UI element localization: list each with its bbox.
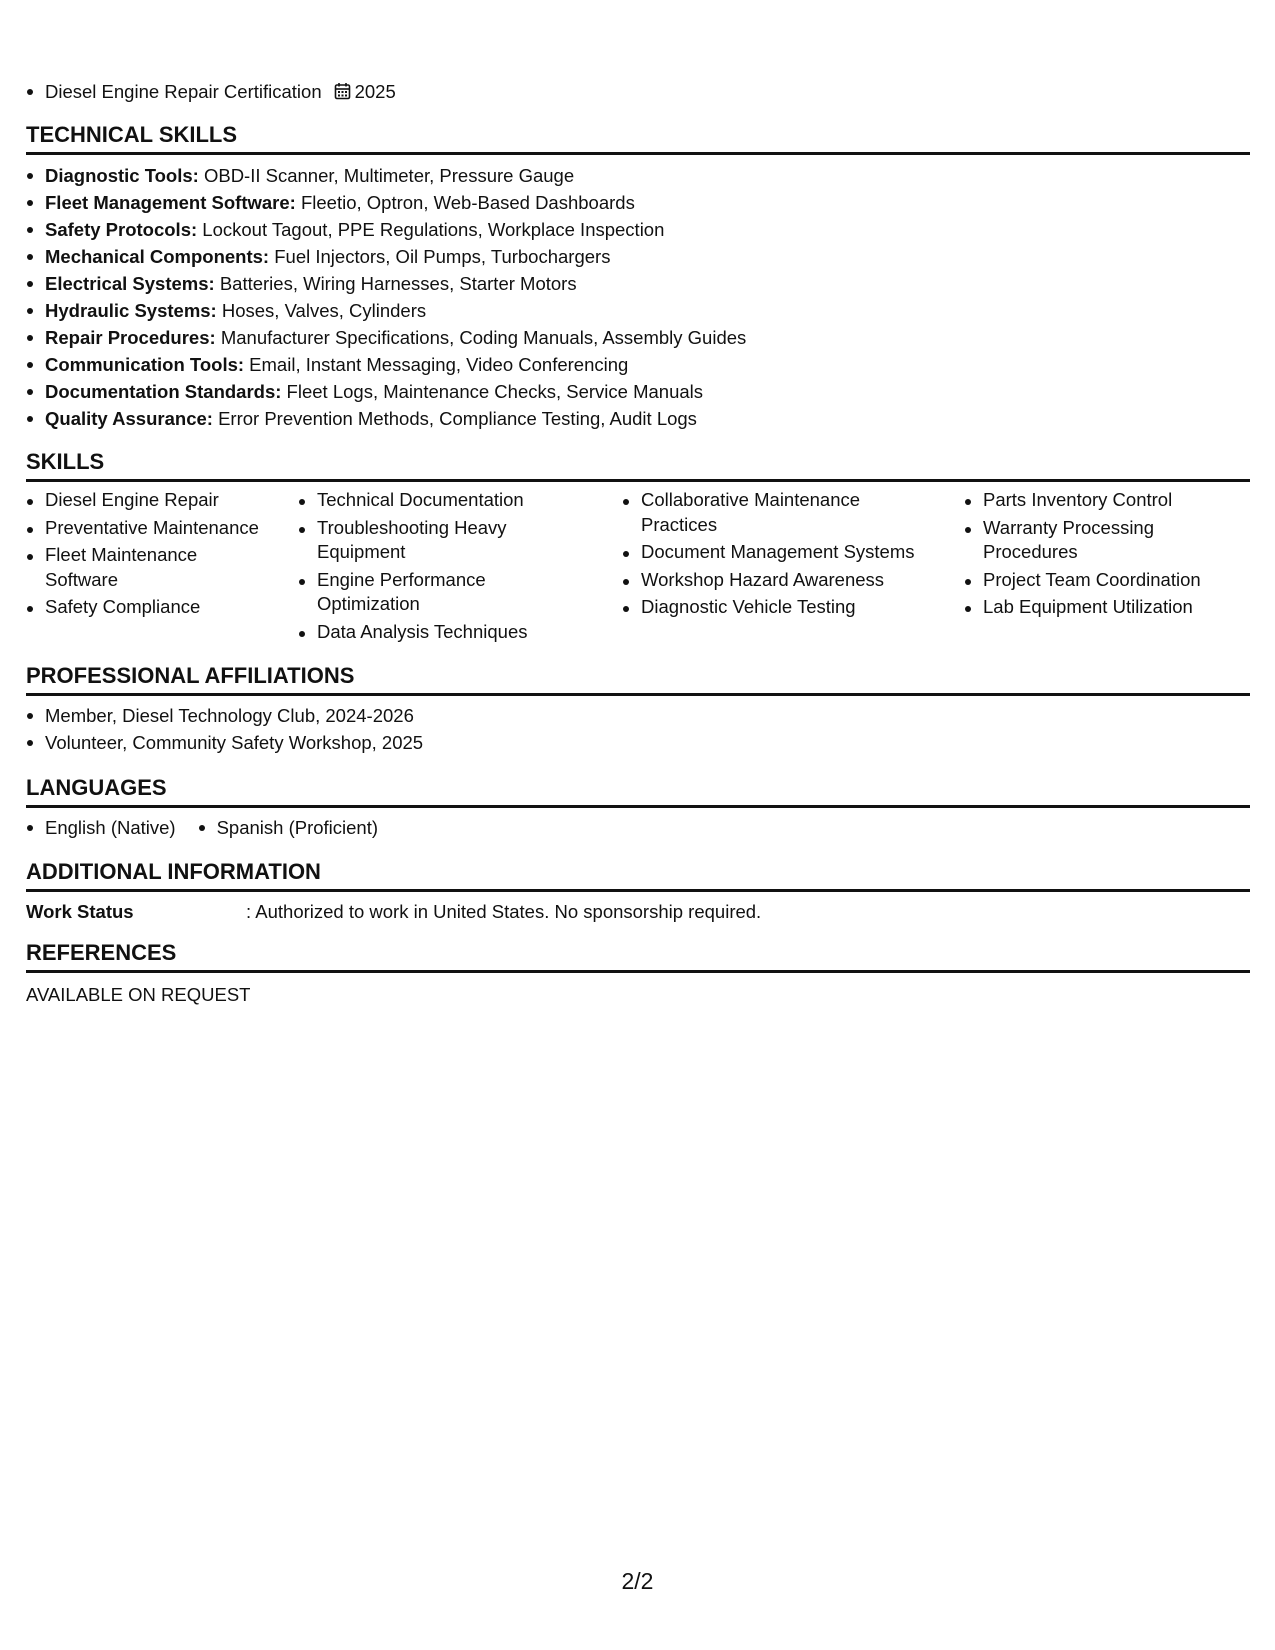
technical-skill-item xyxy=(26,378,746,405)
technical-skill-item xyxy=(26,189,746,216)
technical-skill-item xyxy=(26,216,746,243)
skills-column-3 xyxy=(622,488,922,623)
skills-columns xyxy=(26,488,1250,642)
technical-skill-value: Email, Instant Messaging, Video Conferencing xyxy=(244,354,629,375)
technical-skill-label: Documentation Standards: xyxy=(45,381,282,402)
certification-list xyxy=(26,78,396,107)
skills-column-1 xyxy=(26,488,276,623)
affiliations-list xyxy=(26,702,423,756)
technical-skill-value: Batteries, Wiring Harnesses, Starter Motors xyxy=(214,273,577,294)
skill-item: Project Team Coordination xyxy=(964,568,1250,593)
technical-skill-value: Fleetio, Optron, Web-Based Dashboards xyxy=(295,192,635,213)
technical-skill-label: Hydraulic Systems: xyxy=(45,300,217,321)
technical-skill-label: Repair Procedures: xyxy=(45,327,216,348)
skill-item: Diesel Engine Repair xyxy=(26,488,276,513)
technical-skill-item xyxy=(26,243,746,270)
references-text: AVAILABLE ON REQUEST xyxy=(26,984,251,1005)
skill-item: Warranty Processing Procedures xyxy=(964,516,1183,565)
skill-item: Troubleshooting Heavy Equipment xyxy=(298,516,527,565)
work-status-label: Work Status xyxy=(26,901,134,922)
skill-item: Technical Documentation xyxy=(298,488,583,513)
references-heading: REFERENCES xyxy=(26,939,1250,973)
technical-skill-item xyxy=(26,297,746,324)
technical-skill-item xyxy=(26,405,746,432)
skill-item: Safety Compliance xyxy=(26,595,276,620)
affiliation-item: Member, Diesel Technology Club, 2024-2026 xyxy=(26,702,423,729)
skill-item: Parts Inventory Control xyxy=(964,488,1250,513)
skill-item: Collaborative Maintenance Practices xyxy=(622,488,896,537)
technical-skills-list xyxy=(26,162,746,432)
technical-skill-label: Safety Protocols: xyxy=(45,219,198,240)
skills-heading: SKILLS xyxy=(26,448,1250,482)
technical-skill-item xyxy=(26,351,746,378)
skill-item: Preventative Maintenance xyxy=(26,516,276,541)
skill-item: Data Analysis Techniques xyxy=(298,620,583,645)
certification-year: 2025 xyxy=(354,81,396,102)
skill-item: Document Management Systems xyxy=(622,540,922,565)
affiliation-item: Volunteer, Community Safety Workshop, 2025 xyxy=(26,729,423,756)
affiliations-heading: PROFESSIONAL AFFILIATIONS xyxy=(26,662,1250,696)
calendar-icon xyxy=(334,80,351,107)
technical-skill-value: Fleet Logs, Maintenance Checks, Service Manuals xyxy=(281,381,704,402)
skill-item: Workshop Hazard Awareness xyxy=(622,568,922,593)
technical-skill-label: Diagnostic Tools: xyxy=(45,165,199,186)
skills-column-4 xyxy=(964,488,1250,623)
skill-item: Lab Equipment Utilization xyxy=(964,595,1250,620)
technical-skills-heading: TECHNICAL SKILLS xyxy=(26,121,1250,155)
certification-item xyxy=(26,78,396,107)
skill-item: Fleet Maintenance Software xyxy=(26,543,220,592)
additional-information-heading: ADDITIONAL INFORMATION xyxy=(26,858,1250,892)
technical-skill-item xyxy=(26,324,746,351)
technical-skill-item xyxy=(26,162,746,189)
technical-skill-value: Manufacturer Specifications, Coding Manuals, Assembly Guides xyxy=(215,327,747,348)
languages-heading: LANGUAGES xyxy=(26,774,1250,808)
skill-item: Diagnostic Vehicle Testing xyxy=(622,595,922,620)
certification-name: Diesel Engine Repair Certification xyxy=(45,81,322,102)
technical-skill-value: Error Prevention Methods, Compliance Testing, Audit Logs xyxy=(212,408,697,429)
technical-skill-label: Electrical Systems: xyxy=(45,273,215,294)
technical-skill-value: Fuel Injectors, Oil Pumps, Turbochargers xyxy=(269,246,611,267)
technical-skill-value: OBD-II Scanner, Multimeter, Pressure Gauge xyxy=(198,165,575,186)
skill-item: Engine Performance Optimization xyxy=(298,568,527,617)
technical-skill-label: Communication Tools: xyxy=(45,354,245,375)
skills-column-2 xyxy=(298,488,583,647)
language-item: Spanish (Proficient) xyxy=(198,814,378,841)
technical-skill-label: Mechanical Components: xyxy=(45,246,270,267)
technical-skill-item xyxy=(26,270,746,297)
work-status-value: : Authorized to work in United States. No sponsorship required. xyxy=(246,901,762,922)
technical-skill-label: Quality Assurance: xyxy=(45,408,213,429)
technical-skill-value: Hoses, Valves, Cylinders xyxy=(216,300,427,321)
technical-skill-value: Lockout Tagout, PPE Regulations, Workplace Inspection xyxy=(197,219,665,240)
languages-list xyxy=(26,814,400,841)
technical-skill-label: Fleet Management Software: xyxy=(45,192,296,213)
language-item: English (Native) xyxy=(26,814,176,841)
page-number: 2/2 xyxy=(621,1568,654,1594)
